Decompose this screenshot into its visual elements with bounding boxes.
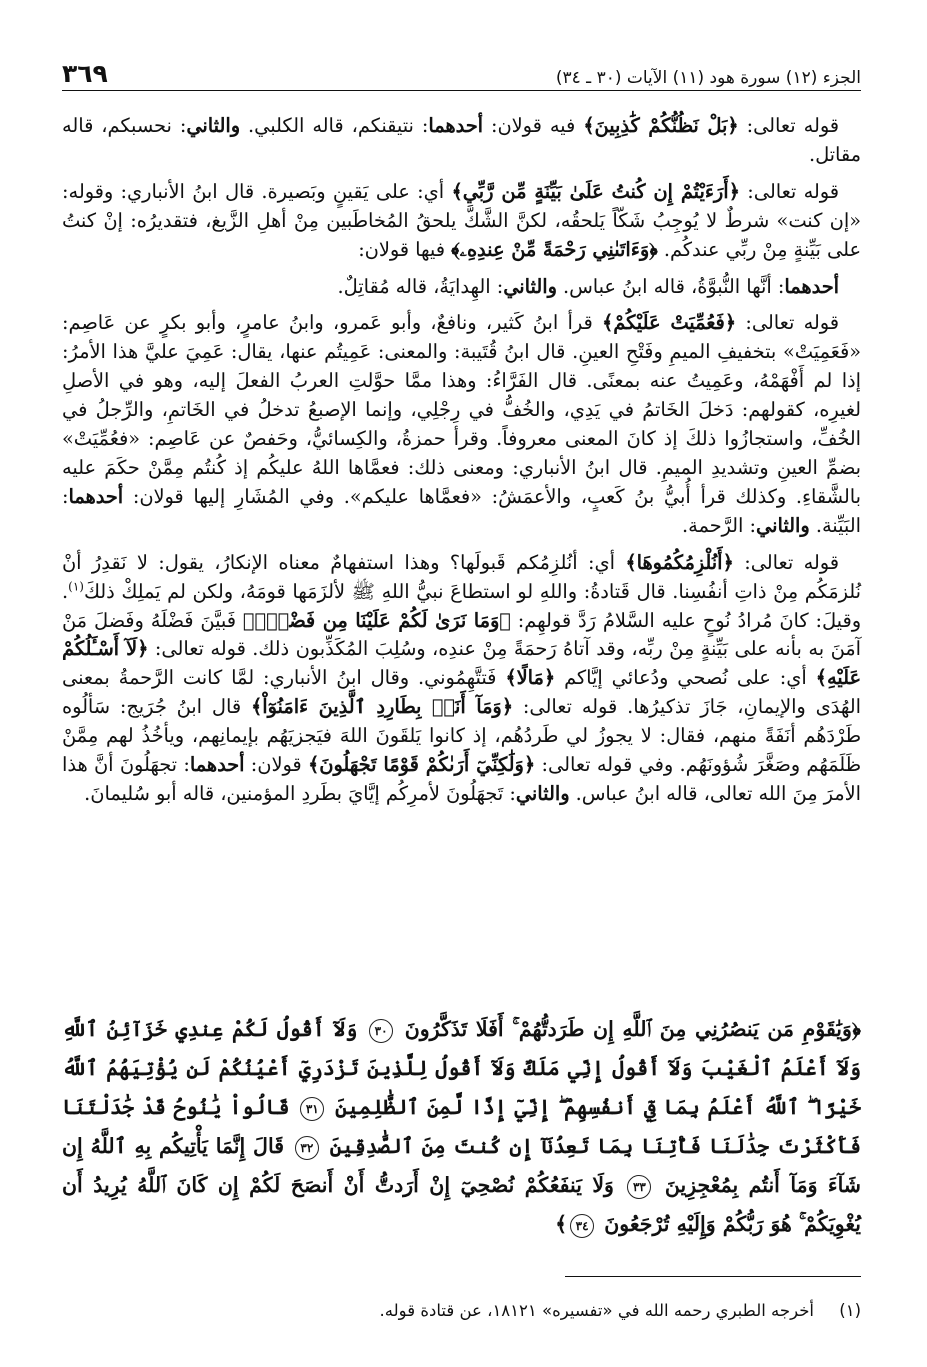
text-run: أي: على يَقينٍ وبَصيرة. قال ابنُ الأنباري: وقوله: «إن كنت» شرطٌ لا يُوجِبُ شَكّاً يَلحقُه، لكنَّ الشَّكَّ يلحقُ المُخاطَبين مِنْ أهلِ الزَّيغ، فتقديرُه: إنْ كنتُ على بَيِّنةٍ مِنْ ربِّي عندكُم.	[62, 179, 861, 261]
footnote-number: (١)	[839, 1301, 861, 1320]
bold-label: أحدهما	[68, 484, 124, 508]
text-run: : تَجهَلُونَ لأمرِكُم إيَّايَ بطَردِ المؤمنين، قاله أبو سُليمانَ.	[84, 781, 516, 805]
bold-label: والثاني	[515, 781, 570, 805]
quran-quote: ﴿فَعُمِّيَتْ عَلَيْكُمْ﴾	[601, 311, 737, 335]
quran-quote: ﴿لَآ أَسْـَٔلُكُمْ عَلَيْهِ﴾	[62, 637, 861, 690]
bold-label: والثاني	[756, 513, 810, 537]
running-header	[62, 52, 861, 88]
quran-quote: ﴿بَلْ نَظُنُّكُمْ كَٰذِبِينَ﴾	[583, 114, 739, 137]
text-run: قوله تعالى:	[739, 179, 839, 203]
text-run: قوله تعالى:	[738, 114, 839, 137]
bold-label: أحدهما	[428, 114, 483, 137]
footnote-text: أخرجه الطبري رحمه الله في «تفسيره» ١٨١٢١، عن قتادة قوله.	[379, 1301, 814, 1320]
text-run: أي: على نُصحي ودُعائي إيَّاكم	[555, 666, 816, 690]
ayah-number-marker: ٣٢	[295, 1136, 319, 1160]
text-run: : تجهَلُونَ أنَّ هذا الأمرَ مِنَ الله تعالى، قاله ابنُ عباس.	[62, 753, 861, 805]
text-run: : الهِدايَةُ، قاله مُقاتِلٌ.	[337, 274, 504, 298]
footnote-separator	[565, 1276, 861, 1277]
bold-label: والثاني	[186, 114, 241, 137]
text-run: : نحسبكم، قاله مقاتل.	[62, 114, 861, 166]
page-number: ٣٦٩	[62, 59, 108, 88]
header-rule	[62, 90, 861, 91]
text-run: قولان:	[244, 753, 308, 777]
quran-quote: ﴿وَمَآ أَنَا۠ بِطَارِدِ ٱلَّذِينَ ءَامَنُوٓاْ﴾	[250, 695, 514, 719]
verse-text: ﴿وَيَٰقَوْمِ مَن يَنصُرُنِي مِنَ ٱللَّهِ إِن طَرَدتُّهُمْ ۚ أَفَلَا تَذَكَّرُونَ	[396, 1017, 861, 1041]
quran-quote: ﴿مَالًا﴾	[505, 666, 556, 690]
quran-quote: ﴿وَءَاتَىٰنِي رَحْمَةً مِّنْ عِندِهِۦ﴾	[451, 237, 658, 261]
quran-quote: ﴿أَرَءَيْتُمْ إِن كُنتُ عَلَىٰ بَيِّنَةٍ مِّن رَّبِّي﴾	[451, 179, 740, 203]
header-title: الجزء (١٢) سورة هود (١١) الآيات (٣٠ ـ ٣٤)	[555, 68, 861, 88]
footnote	[62, 1298, 861, 1328]
text-run: فَبيَّنَ فَضْلَهُ وفَضلَ مَنْ آمَنَ به بأنه على بَيِّنةٍ مِنْ ربِّه، وقد آتاهُ رَحمَةً مِنْ عندِه، وسُلِبَ المُكَذِّبون ذلك. قوله تعالى:	[62, 608, 861, 661]
text-run: : الرَّحمة.	[681, 513, 757, 537]
ayah-number-marker: ٣٣	[627, 1175, 651, 1199]
verse-text: وَلَا يَنفَعُكُمْ نُصْحِيٓ إِنْ أَرَدتُّ أَنْ أَنصَحَ لَكُمْ إِن كَانَ ٱللَّهُ يُرِيدُ أَن يُغْوِيَكُمْ ۚ هُوَ رَبُّكُمْ وَإِلَيْهِ تُرْجَعُونَ	[62, 1173, 861, 1236]
ayah-number-marker: ٣١	[300, 1097, 324, 1121]
text-run: : أنَّها النُّبوَّةُ، قاله ابنُ عباس.	[556, 274, 785, 298]
text-run: قرأ ابنُ كَثير، ونافعٌ، وأبو عَمرو، وابنُ عامرٍ، وأبو بكرٍ عن عَاصِم: «فَعَمِيَتْ» بتخفيفِ الميمِ وفَتْحِ العينِ. قال ابنُ قُتَيبة: والمعنى: عَمِيتُم عنها، يقال: عَمِيَ عليَّ هذا الأمرُ: إذا لم أَفْهَمْهُ، وعَمِيتُ عنه بمعنًى. قال الفَرَّاءُ: وهذا ممَّا حوَّلتِ العربُ الفعلَ إليه، وهو في الأصلِ لغيرِه، كقولهم: دَخلَ الخَاتمُ في يَدِي، والخُفُّ في رِجْلِي، وإنما الإصبعُ تدخلُ في الخَاتمِ، والرِّجلُ في الخُفِّ، واستجازُوا ذلكَ إذ كانَ المعنى معروفاً. وقرأ حمزةُ، والكِسائيُّ، وحَفصٌ عن عَاصِم: «فعُمِّيَتْ» بضمِّ العينِ وتشديدِ الميمِ. قال ابنُ الأنباري: ومعنى ذلك: فعمَّاها اللهُ عليكُم إذ كُنتُم مِمَّنْ حكَمَ عليه بالشَّقاءِ. وكذلك قرأ أُبيُّ بنُ كَعبٍ، والأعمَشُ: «فعمَّاها عليكم». وفي المُشَارِ إليها قولان:	[62, 311, 861, 508]
text-run: : البَيِّنة.	[62, 484, 861, 537]
quran-verses-block	[62, 1010, 861, 1236]
verse-end-bracket: ﴾	[555, 1212, 568, 1236]
text-run: : نتيقنكم، قاله الكلبي.	[240, 114, 429, 137]
ayah-number-marker: ٣٠	[369, 1019, 393, 1043]
bold-label: أحدهما	[784, 274, 839, 298]
ayah-number-marker: ٣٤	[570, 1214, 594, 1238]
quran-quote: ﴿وَلَٰكِنِّيٓ أَرَىٰكُمْ قَوْمًا تَجْهَلُونَ﴾	[307, 753, 536, 777]
bold-label: والثاني	[503, 274, 557, 298]
text-run: قال ابنُ جُرَيج: سَألُوه طَرْدَهُم أنَفَةً منهم، فقال: لا يجوزُ لي طَردُهُم، إذ كانوا يَلقَونَ اللهَ فيَجزيَهُم بإيمانِهم، ويأخُذُ لهم مِمَّنْ ظَلَمَهُم وصَغَّرَ شُؤونَهُم. وفي قوله تعالى:	[62, 695, 862, 777]
quran-quote: ﴿وَمَا نَرَىٰ لَكُمْ عَلَيْنَا مِن فَضْلٍۭ﴾	[242, 608, 511, 632]
commentary-paragraph	[62, 112, 861, 170]
commentary-paragraph	[62, 273, 861, 302]
text-run: أي: أنُلزِمُكم قَبولَها؟ وهذا استفهامٌ معناه الإنكارُ، يقول: لا نَقدِرُ أنْ نُلزمَكُم مِنْ ذاتِ أنفُسِنا. قال قَتادةُ: واللهِ لو استطاعَ نبيُّ اللهِ ﷺ لألزَمَها قومَهُ، ولكن لم يَملِكْ ذلكَ	[62, 550, 861, 603]
text-run: فَتتَّهِمُوني. وقال ابنُ الأنباري: لمَّا كانت الرَّحمةُ بمعنى الهُدَى والإيمانِ، جَازَ تذكيرُها. قوله تعالى:	[62, 666, 861, 719]
commentary-paragraph	[62, 178, 861, 265]
text-run: قوله تعالى:	[736, 311, 839, 335]
bold-label: أحدهما	[189, 753, 245, 777]
footnote-reference: (١)	[68, 579, 84, 594]
verse-text: قَالُواْ يَٰنُوحُ قَدْ جَٰدَلْتَنَا فَأَكْثَرْتَ جِدَٰلَنَا فَأْتِنَا بِمَا تَعِدُنَآ إِن كُنتَ مِنَ ٱلصَّٰدِقِينَ	[62, 1095, 861, 1158]
commentary-paragraph	[62, 549, 861, 809]
text-run: فيها قولان:	[358, 237, 452, 261]
quran-quote: ﴿أَنُلْزِمُكُمُوهَا﴾	[625, 550, 734, 574]
text-run: فيه قولان:	[483, 114, 584, 137]
verse-text: قَالَ إِنَّمَا يَأْتِيكُم بِهِ ٱللَّهُ إِن شَآءَ وَمَآ أَنتُم بِمُعْجِزِينَ	[62, 1134, 861, 1197]
text-run: قوله تعالى:	[733, 550, 839, 574]
text-run: . وقيلَ: كانَ مُرادُ نُوحٍ عليه السَّلامُ رَدَّ قولهِم:	[62, 579, 861, 632]
commentary-body	[62, 112, 861, 992]
verse-text: وَلَآ أَقُولُ لَكُمْ عِندِي خَزَآئِنُ ٱللَّهِ وَلَآ أَعْلَمُ ٱلْغَيْبَ وَلَآ أَقُولُ إِنِّي مَلَكٌ وَلَآ أَقُولُ لِلَّذِينَ تَزْدَرِيٓ أَعْيُنُكُمْ لَن يُؤْتِيَهُمُ ٱللَّهُ خَيْرًا ۖ ٱللَّهُ أَعْلَمُ بِمَا فِيٓ أَنفُسِهِمْ ۖ إِنِّيٓ إِذًا لَّمِنَ ٱلظَّٰلِمِينَ	[62, 1017, 861, 1119]
commentary-paragraph	[62, 309, 861, 540]
